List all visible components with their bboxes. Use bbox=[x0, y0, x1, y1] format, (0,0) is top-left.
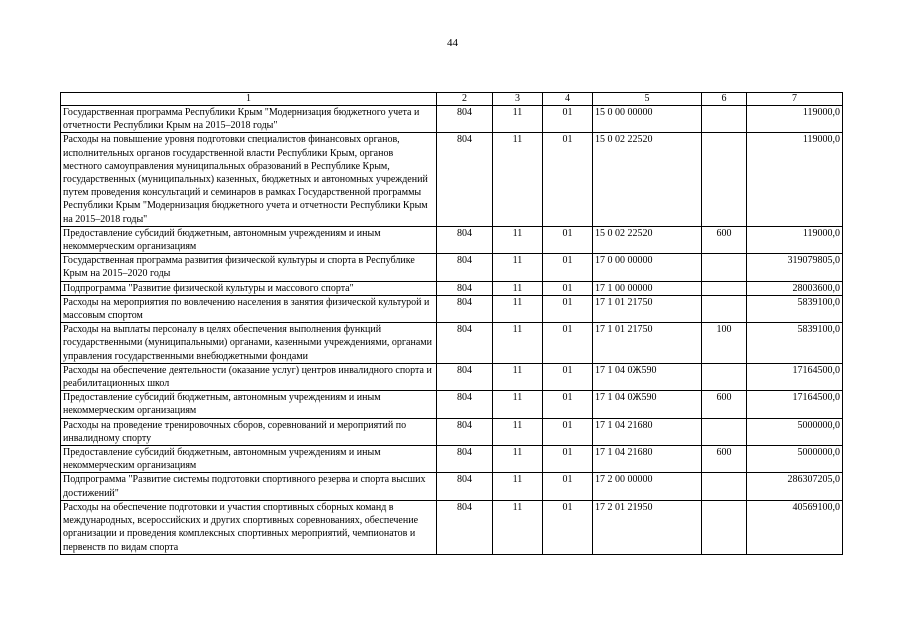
header-col-2: 2 bbox=[437, 93, 493, 106]
table-row bbox=[61, 500, 843, 554]
ministry-code-cell: 804 bbox=[437, 391, 493, 418]
subsection-code-cell: 01 bbox=[543, 226, 593, 253]
header-col-6: 6 bbox=[702, 93, 747, 106]
section-code-cell: 11 bbox=[493, 133, 543, 226]
expense-name-cell: Расходы на проведение тренировочных сборов, соревнований и мероприятий по инвалидному спорту bbox=[61, 418, 437, 445]
table-row bbox=[61, 295, 843, 322]
section-code-cell: 11 bbox=[493, 106, 543, 133]
amount-cell: 119000,0 bbox=[747, 133, 843, 226]
section-code-cell: 11 bbox=[493, 473, 543, 500]
amount-cell: 5000000,0 bbox=[747, 446, 843, 473]
table-header bbox=[61, 93, 843, 106]
amount-cell: 119000,0 bbox=[747, 106, 843, 133]
subsection-code-cell: 01 bbox=[543, 295, 593, 322]
ministry-code-cell: 804 bbox=[437, 133, 493, 226]
ministry-code-cell: 804 bbox=[437, 363, 493, 390]
target-article-code-cell: 15 0 02 22520 bbox=[593, 226, 702, 253]
expense-type-code-cell: 600 bbox=[702, 226, 747, 253]
table-row bbox=[61, 281, 843, 295]
table-row bbox=[61, 446, 843, 473]
expense-type-code-cell bbox=[702, 106, 747, 133]
expense-name-cell: Расходы на обеспечение деятельности (оказание услуг) центров инвалидного спорта и реабилитационных школ bbox=[61, 363, 437, 390]
expense-type-code-cell bbox=[702, 281, 747, 295]
target-article-code-cell: 17 1 04 0Ж590 bbox=[593, 363, 702, 390]
amount-cell: 17164500,0 bbox=[747, 363, 843, 390]
ministry-code-cell: 804 bbox=[437, 226, 493, 253]
expense-name-cell: Расходы на повышение уровня подготовки специалистов финансовых органов, исполнительных органов государственной власти Республики Крым, органов местного самоуправления муниципальных образований в Республике Крым, государственных (муниципальных) казенных, бюджетных и автономных учреждений путем проведения консультаций и семинаров в рамках Государственной программы Республики Крым "Модернизация бюджетного учета и отчетности Республики Крым на 2015–2018 годы" bbox=[61, 133, 437, 226]
expense-name-cell: Подпрограмма "Развитие физической культуры и массового спорта" bbox=[61, 281, 437, 295]
subsection-code-cell: 01 bbox=[543, 106, 593, 133]
table-row bbox=[61, 106, 843, 133]
target-article-code-cell: 17 1 04 0Ж590 bbox=[593, 391, 702, 418]
ministry-code-cell: 804 bbox=[437, 473, 493, 500]
section-code-cell: 11 bbox=[493, 226, 543, 253]
section-code-cell: 11 bbox=[493, 446, 543, 473]
expense-name-cell: Предоставление субсидий бюджетным, автономным учреждениям и иным некоммерческим организациям bbox=[61, 391, 437, 418]
expense-type-code-cell: 600 bbox=[702, 391, 747, 418]
ministry-code-cell: 804 bbox=[437, 281, 493, 295]
subsection-code-cell: 01 bbox=[543, 281, 593, 295]
header-col-1: 1 bbox=[61, 93, 437, 106]
ministry-code-cell: 804 bbox=[437, 323, 493, 364]
subsection-code-cell: 01 bbox=[543, 446, 593, 473]
ministry-code-cell: 804 bbox=[437, 418, 493, 445]
section-code-cell: 11 bbox=[493, 500, 543, 554]
expense-type-code-cell bbox=[702, 363, 747, 390]
amount-cell: 319079805,0 bbox=[747, 254, 843, 281]
section-code-cell: 11 bbox=[493, 281, 543, 295]
expense-type-code-cell bbox=[702, 473, 747, 500]
subsection-code-cell: 01 bbox=[543, 323, 593, 364]
expense-name-cell: Государственная программа Республики Крым "Модернизация бюджетного учета и отчетности Республики Крым на 2015–2018 годы" bbox=[61, 106, 437, 133]
expense-name-cell: Государственная программа развития физической культуры и спорта в Республике Крым на 2015–2020 годы bbox=[61, 254, 437, 281]
table-row bbox=[61, 133, 843, 226]
section-code-cell: 11 bbox=[493, 391, 543, 418]
target-article-code-cell: 15 0 00 00000 bbox=[593, 106, 702, 133]
table-row bbox=[61, 418, 843, 445]
expense-name-cell: Расходы на мероприятия по вовлечению населения в занятия физической культурой и массовым спортом bbox=[61, 295, 437, 322]
amount-cell: 17164500,0 bbox=[747, 391, 843, 418]
expense-type-code-cell bbox=[702, 254, 747, 281]
header-row bbox=[61, 93, 843, 106]
table-row bbox=[61, 226, 843, 253]
expense-type-code-cell bbox=[702, 133, 747, 226]
subsection-code-cell: 01 bbox=[543, 418, 593, 445]
amount-cell: 5839100,0 bbox=[747, 295, 843, 322]
target-article-code-cell: 17 1 00 00000 bbox=[593, 281, 702, 295]
table-row bbox=[61, 323, 843, 364]
table-row bbox=[61, 363, 843, 390]
target-article-code-cell: 17 1 04 21680 bbox=[593, 418, 702, 445]
subsection-code-cell: 01 bbox=[543, 254, 593, 281]
table-row bbox=[61, 473, 843, 500]
header-col-4: 4 bbox=[543, 93, 593, 106]
target-article-code-cell: 17 1 01 21750 bbox=[593, 323, 702, 364]
expense-type-code-cell bbox=[702, 500, 747, 554]
expense-name-cell: Предоставление субсидий бюджетным, автономным учреждениям и иным некоммерческим организациям bbox=[61, 226, 437, 253]
section-code-cell: 11 bbox=[493, 295, 543, 322]
budget-table bbox=[60, 92, 843, 555]
header-col-5: 5 bbox=[593, 93, 702, 106]
amount-cell: 40569100,0 bbox=[747, 500, 843, 554]
section-code-cell: 11 bbox=[493, 254, 543, 281]
target-article-code-cell: 17 1 01 21750 bbox=[593, 295, 702, 322]
amount-cell: 28003600,0 bbox=[747, 281, 843, 295]
subsection-code-cell: 01 bbox=[543, 473, 593, 500]
ministry-code-cell: 804 bbox=[437, 106, 493, 133]
expense-type-code-cell bbox=[702, 418, 747, 445]
amount-cell: 286307205,0 bbox=[747, 473, 843, 500]
table-row bbox=[61, 391, 843, 418]
header-col-3: 3 bbox=[493, 93, 543, 106]
ministry-code-cell: 804 bbox=[437, 446, 493, 473]
subsection-code-cell: 01 bbox=[543, 133, 593, 226]
target-article-code-cell: 17 2 01 21950 bbox=[593, 500, 702, 554]
expense-name-cell: Подпрограмма "Развитие системы подготовки спортивного резерва и спорта высших достижений" bbox=[61, 473, 437, 500]
target-article-code-cell: 17 1 04 21680 bbox=[593, 446, 702, 473]
expense-type-code-cell: 100 bbox=[702, 323, 747, 364]
amount-cell: 119000,0 bbox=[747, 226, 843, 253]
ministry-code-cell: 804 bbox=[437, 254, 493, 281]
expense-name-cell: Предоставление субсидий бюджетным, автономным учреждениям и иным некоммерческим организациям bbox=[61, 446, 437, 473]
section-code-cell: 11 bbox=[493, 323, 543, 364]
table-body bbox=[61, 106, 843, 555]
target-article-code-cell: 15 0 02 22520 bbox=[593, 133, 702, 226]
header-col-7: 7 bbox=[747, 93, 843, 106]
amount-cell: 5000000,0 bbox=[747, 418, 843, 445]
ministry-code-cell: 804 bbox=[437, 500, 493, 554]
section-code-cell: 11 bbox=[493, 418, 543, 445]
subsection-code-cell: 01 bbox=[543, 391, 593, 418]
amount-cell: 5839100,0 bbox=[747, 323, 843, 364]
target-article-code-cell: 17 0 00 00000 bbox=[593, 254, 702, 281]
subsection-code-cell: 01 bbox=[543, 500, 593, 554]
table-row bbox=[61, 254, 843, 281]
expense-name-cell: Расходы на выплаты персоналу в целях обеспечения выполнения функций государственными (муниципальными) органами, казенными учреждениями, органами управления государственными внебюджетными фондами bbox=[61, 323, 437, 364]
expense-type-code-cell: 600 bbox=[702, 446, 747, 473]
subsection-code-cell: 01 bbox=[543, 363, 593, 390]
ministry-code-cell: 804 bbox=[437, 295, 493, 322]
expense-type-code-cell bbox=[702, 295, 747, 322]
target-article-code-cell: 17 2 00 00000 bbox=[593, 473, 702, 500]
section-code-cell: 11 bbox=[493, 363, 543, 390]
expense-name-cell: Расходы на обеспечение подготовки и участия спортивных сборных команд в международных, всероссийских и других спортивных соревнованиях, обеспечение организации и проведения комплексных спортивных мероприятий, чемпионатов и первенств по видам спорта bbox=[61, 500, 437, 554]
page-number: 44 bbox=[447, 37, 458, 49]
